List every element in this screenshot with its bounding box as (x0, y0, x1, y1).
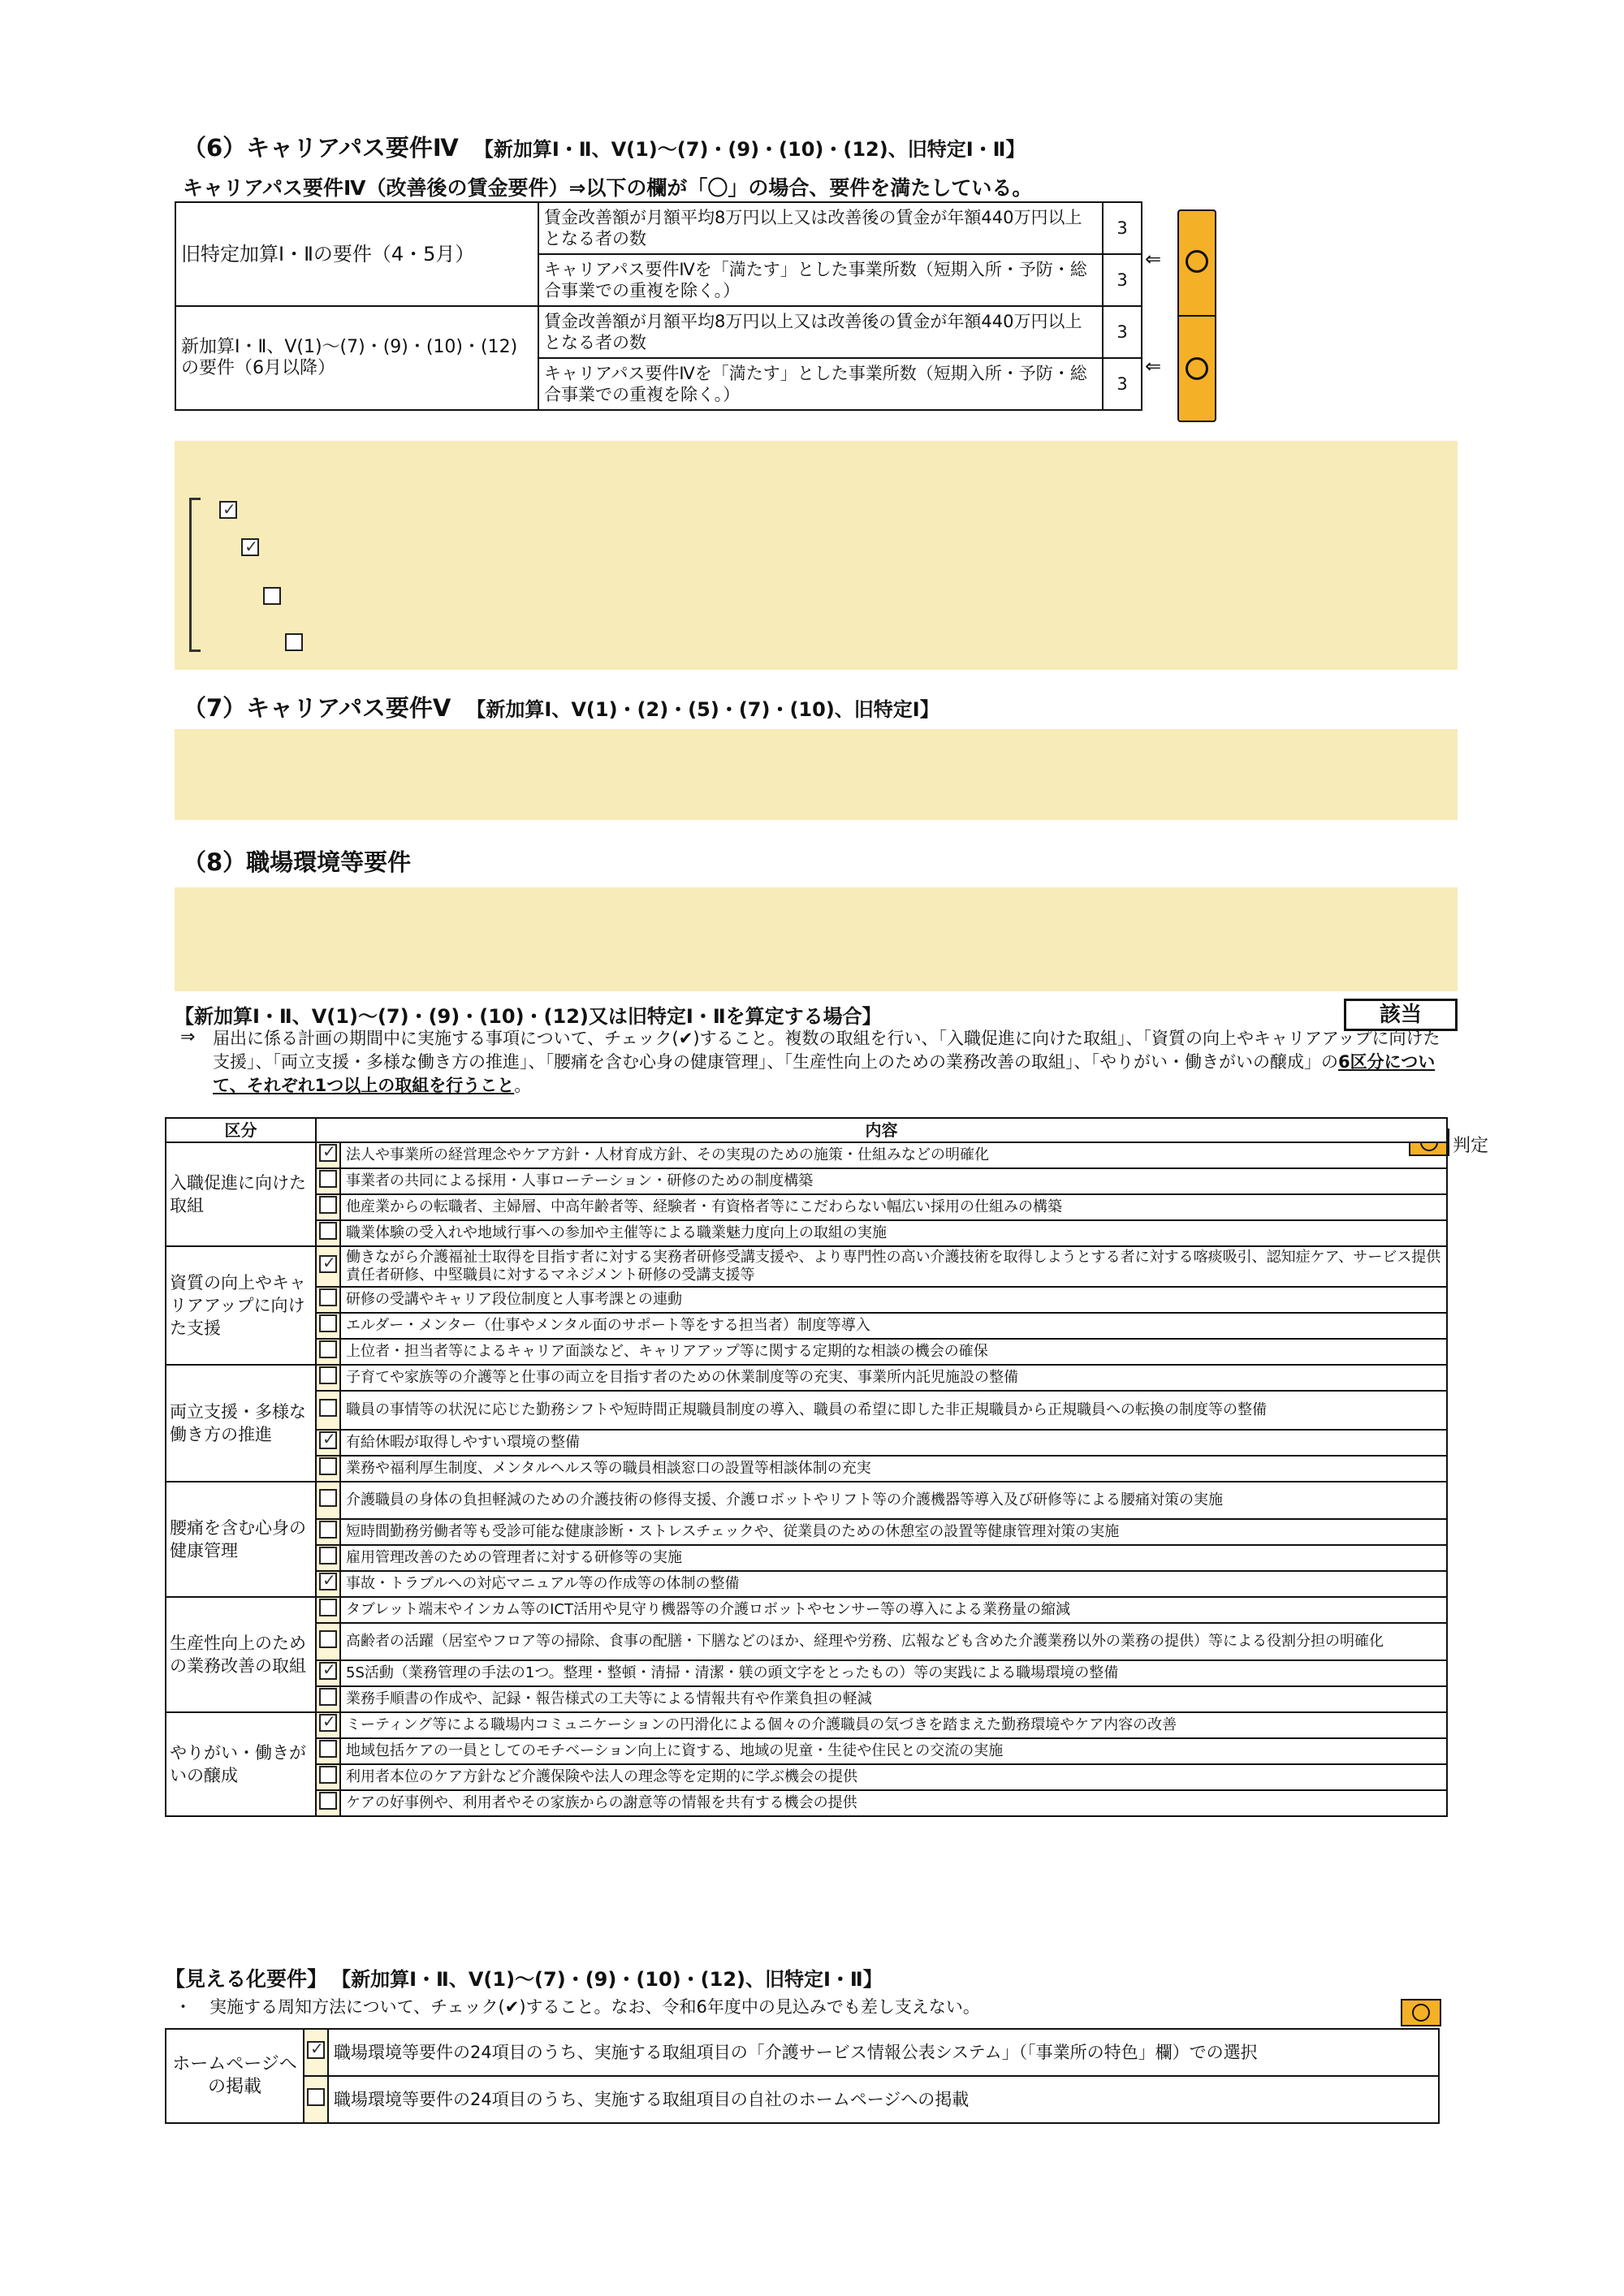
row-value: 3 (1103, 254, 1142, 306)
table-row (166, 1339, 1447, 1365)
item-text: 事故・トラブルへの対応マニュアル等の作成等の体制の整備 (340, 1571, 1447, 1597)
item-text: 事業者の共同による採用・人事ローテーション・研修のための制度構築 (340, 1168, 1447, 1194)
checkbox[interactable] (319, 1457, 337, 1475)
item-text: 地域包括ケアの一員としてのモチベーション向上に資する、地域の児童・生徒や住民との交流の実施 (340, 1738, 1447, 1764)
item-text: 雇用管理改善のための管理者に対する研修等の実施 (340, 1545, 1447, 1571)
section6-subtitle: キャリアパス要件Ⅳ（改善後の賃金要件）⇒以下の欄が「〇」の場合、要件を満たしている。 (183, 176, 1033, 200)
table-row (166, 1287, 1447, 1313)
item-text: 短時間勤務労働者等も受診可能な健康診断・ストレスチェックや、従業員のための休憩室の設置等健康管理対策の実施 (340, 1519, 1447, 1545)
checkbox[interactable] (285, 633, 303, 651)
table-row (166, 1142, 1447, 1168)
table-row (166, 1365, 1447, 1391)
table-row (166, 1246, 1447, 1287)
checkbox[interactable] (241, 538, 259, 556)
checkbox[interactable] (319, 1196, 337, 1214)
checkbox[interactable] (319, 1688, 337, 1706)
item-text: 働きながら介護福祉士取得を目指す者に対する実務者研修受講支援や、より専門性の高い介護技術を取得しようとする者に対する喀痰吸引、認知症ケア、サービス提供責任者研修、中堅職員に対するマネジメント研修の受講支援等 (340, 1246, 1447, 1287)
checkbox[interactable] (219, 501, 237, 519)
table-row (166, 1686, 1447, 1712)
checkbox[interactable] (319, 1630, 337, 1648)
category-label: 両立支援・多様な働き方の推進 (166, 1365, 316, 1482)
checkbox[interactable] (319, 1489, 337, 1507)
item-text: ミーティング等による職場内コミュニケーションの円滑化による個々の介護職員の気づきを踏まえた勤務環境やケア内容の改善 (340, 1712, 1447, 1738)
col-header-content: 内容 (316, 1118, 1447, 1142)
checkbox[interactable] (319, 1573, 337, 1590)
item-text: タブレット端末やインカム等のICT活用や見守り機器等の介護ロボットやセンサー等の導入による業務量の縮減 (340, 1597, 1447, 1623)
row-item: 賃金改善額が月額平均8万円以上又は改善後の賃金が年額440万円以上となる者の数 (538, 202, 1103, 254)
row-label: 新加算Ⅰ・Ⅱ、Ⅴ(1)～(7)・(9)・(10)・(12)の要件（6月以降） (175, 306, 538, 410)
bracket (189, 498, 201, 652)
checkbox[interactable] (319, 1792, 337, 1810)
table-row (166, 1712, 1447, 1738)
table-row (166, 1571, 1447, 1597)
section8-req: 【新加算Ⅰ・Ⅱ、Ⅴ(1)～(7)・(9)・(10)・(12)又は旧特定Ⅰ・Ⅱを算定する場合】 (175, 1005, 882, 1028)
workplace-input-area (175, 887, 1458, 991)
career-path5-input-area (175, 729, 1458, 820)
checkbox[interactable] (319, 1340, 337, 1358)
checkbox[interactable] (319, 1170, 337, 1188)
visibility-title: 【見える化要件】 (165, 1967, 328, 1991)
item-text: 利用者本位のケア方針など介護保険や法人の理念等を定期的に学ぶ機会の提供 (340, 1764, 1447, 1790)
visibility-req: 【新加算Ⅰ・Ⅱ、Ⅴ(1)～(7)・(9)・(10)・(12)、旧特定Ⅰ・Ⅱ】 (331, 1968, 883, 1991)
category-label: 生産性向上のための業務改善の取組 (166, 1597, 316, 1712)
result-column (1177, 209, 1216, 422)
checkbox[interactable] (319, 1766, 337, 1784)
item-text: 業務手順書の作成や、記録・報告様式の工夫等による情報共有や作業負担の軽減 (340, 1686, 1447, 1712)
item-text: ケアの好事例や、利用者やその家族からの謝意等の情報を共有する機会の提供 (340, 1790, 1447, 1816)
checkbox[interactable] (263, 587, 281, 605)
section6-req: 【新加算Ⅰ・Ⅱ、Ⅴ(1)～(7)・(9)・(10)・(12)、旧特定Ⅰ・Ⅱ】 (473, 138, 1026, 161)
table-row (166, 1597, 1447, 1623)
item-text: 職業体験の受入れや地域行事への参加や主催等による職業魅力度向上の取組の実施 (340, 1220, 1447, 1246)
table-row (166, 1738, 1447, 1764)
checkbox[interactable] (319, 1547, 337, 1564)
checkbox[interactable] (319, 1714, 337, 1732)
checkbox[interactable] (319, 1431, 337, 1449)
note-end: 。 (514, 1076, 532, 1095)
circle-mark-icon (1412, 2004, 1430, 2022)
checkbox[interactable] (319, 1314, 337, 1332)
arrow-right-icon: ⇒ (180, 1027, 196, 1047)
section7-header (183, 690, 1563, 723)
row-item: 賃金改善額が月額平均8万円以上又は改善後の賃金が年額440万円以上となる者の数 (538, 306, 1103, 358)
checkbox[interactable] (319, 1521, 337, 1539)
arrow-left-icon: ⇐ (1145, 355, 1162, 378)
section6-title: （6）キャリアパス要件Ⅳ (183, 134, 459, 162)
row-value: 3 (1103, 358, 1142, 410)
table-row (166, 1220, 1447, 1246)
col-header-category: 区分 (166, 1118, 316, 1142)
circle-mark-icon (1186, 357, 1208, 380)
item-text: 介護職員の身体の負担軽減のための介護技術の修得支援、介護ロボットやリフト等の介護機器等導入及び研修等による腰痛対策の実施 (340, 1482, 1447, 1519)
note-emphasis: 6区分について、それぞれ1つ以上の取組を行うこと (213, 1052, 1436, 1095)
career-path-input-area (175, 441, 1458, 670)
row-item: キャリアパス要件Ⅳを「満たす」とした事業所数（短期入所・予防・総合事業での重複を除く。） (538, 254, 1103, 306)
visibility-judgement-box (1401, 1999, 1441, 2026)
checkbox[interactable] (319, 1255, 337, 1273)
bullet: ・ (175, 1997, 192, 2017)
table-row (166, 1391, 1447, 1430)
category-label: 入職促進に向けた取組 (166, 1142, 316, 1246)
career-path-table (175, 201, 1142, 411)
item-text: 業務や福利厚生制度、メンタルヘルス等の職員相談窓口の設置等相談体制の充実 (340, 1456, 1447, 1482)
checkbox[interactable] (319, 1599, 337, 1616)
item-text: 子育てや家族等の介護等と仕事の両立を目指す者のための休業制度等の充実、事業所内託児施設の整備 (340, 1365, 1447, 1391)
item-text: 他産業からの転職者、主婦層、中高年齢者等、経験者・有資格者等にこだわらない幅広い採用の仕組みの構築 (340, 1194, 1447, 1220)
table-row (166, 1790, 1447, 1816)
visibility-header (165, 1963, 1545, 1992)
table-row (166, 1764, 1447, 1790)
checkbox[interactable] (319, 1662, 337, 1680)
checkbox[interactable] (307, 2041, 325, 2059)
row-value: 3 (1103, 306, 1142, 358)
visibility-item: 職場環境等要件の24項目のうち、実施する取組項目の自社のホームページへの掲載 (328, 2076, 1439, 2123)
item-text: 上位者・担当者等によるキャリア面談など、キャリアアップ等に関する定期的な相談の機会の確保 (340, 1339, 1447, 1365)
table-row (166, 1194, 1447, 1220)
note-text: 届出に係る計画の期間中に実施する事項について、チェック(✔)すること。複数の取組を行い、「入職促進に向けた取組」、「資質の向上やキャリアアップに向けた支援」、「両立支援・多様な働き方の推進」、「腰痛を含む心身の健康管理」、「生産性向上のための業務改善の取組」、「やりがい・働きがいの醸成」の (213, 1029, 1440, 1072)
visibility-category: ホームページへの掲載 (166, 2029, 304, 2123)
category-label: 腰痛を含む心身の健康管理 (166, 1482, 316, 1597)
section7-req: 【新加算Ⅰ、Ⅴ(1)・(2)・(5)・(7)・(10)、旧特定Ⅰ】 (466, 698, 939, 721)
section8-title: （8）職場環境等要件 (183, 848, 412, 876)
visibility-note: 実施する周知方法について、チェック(✔)すること。なお、令和6年度中の見込みでも差し支えない。 (209, 1997, 980, 2017)
item-text: 法人や事業所の経営理念やケア方針・人材育成方針、その実現のための施策・仕組みなどの明確化 (340, 1142, 1447, 1168)
visibility-item: 職場環境等要件の24項目のうち、実施する取組項目の「介護サービス情報公表システム」（「事業所の特色」欄）での選択 (328, 2029, 1439, 2076)
item-text: 高齢者の活躍（居室やフロア等の掃除、食事の配膳・下膳などのほか、経理や労務、広報なども含めた介護業務以外の業務の提供）等による役割分担の明確化 (340, 1623, 1447, 1660)
item-text: 有給休暇が取得しやすい環境の整備 (340, 1430, 1447, 1456)
row-item: キャリアパス要件Ⅳを「満たす」とした事業所数（短期入所・予防・総合事業での重複を除く。） (538, 358, 1103, 410)
item-text: 研修の受講やキャリア段位制度と人事考課との連動 (340, 1287, 1447, 1313)
circle-mark-icon (1186, 250, 1208, 273)
row-label: 旧特定加算Ⅰ・Ⅱの要件（4・5月） (175, 202, 538, 306)
arrow-left-icon: ⇐ (1145, 248, 1162, 270)
judgement-label: 判定 (1453, 1136, 1489, 1156)
item-text: 職員の事情等の状況に応じた勤務シフトや短時間正規職員制度の導入、職員の希望に即した非正規職員から正規職員への転換の制度等の整備 (340, 1391, 1447, 1430)
item-text: エルダー・メンター（仕事やメンタル面のサポート等をする担当者）制度等導入 (340, 1313, 1447, 1339)
table-row (166, 1623, 1447, 1660)
table-row (166, 1456, 1447, 1482)
checkbox[interactable] (319, 1399, 337, 1417)
table-row (166, 1313, 1447, 1339)
table-row (166, 1545, 1447, 1571)
category-label: やりがい・働きがいの醸成 (166, 1712, 316, 1816)
category-label: 資質の向上やキャリアアップに向けた支援 (166, 1246, 316, 1365)
status-badge: 該当 (1344, 999, 1458, 1031)
visibility-table (165, 2028, 1440, 2124)
table-row (166, 1482, 1447, 1519)
row-value: 3 (1103, 202, 1142, 254)
checkbox[interactable] (319, 1222, 337, 1240)
checkbox[interactable] (319, 1740, 337, 1758)
table-row (166, 1168, 1447, 1194)
checkbox[interactable] (319, 1288, 337, 1306)
checkbox[interactable] (319, 1366, 337, 1384)
section7-title: （7）キャリアパス要件Ⅴ (183, 694, 451, 722)
checkbox[interactable] (319, 1144, 337, 1162)
table-row (166, 1430, 1447, 1456)
table-row (166, 1660, 1447, 1686)
checkbox[interactable] (307, 2088, 325, 2106)
section8-note (213, 1027, 1455, 1098)
item-text: 5S活動（業務管理の手法の1つ。整理・整頓・清掃・清潔・躾の頭文字をとったもの）等の実践による職場環境の整備 (340, 1660, 1447, 1686)
table-row (166, 1519, 1447, 1545)
section6-header (183, 130, 1563, 163)
workplace-table (165, 1117, 1448, 1817)
